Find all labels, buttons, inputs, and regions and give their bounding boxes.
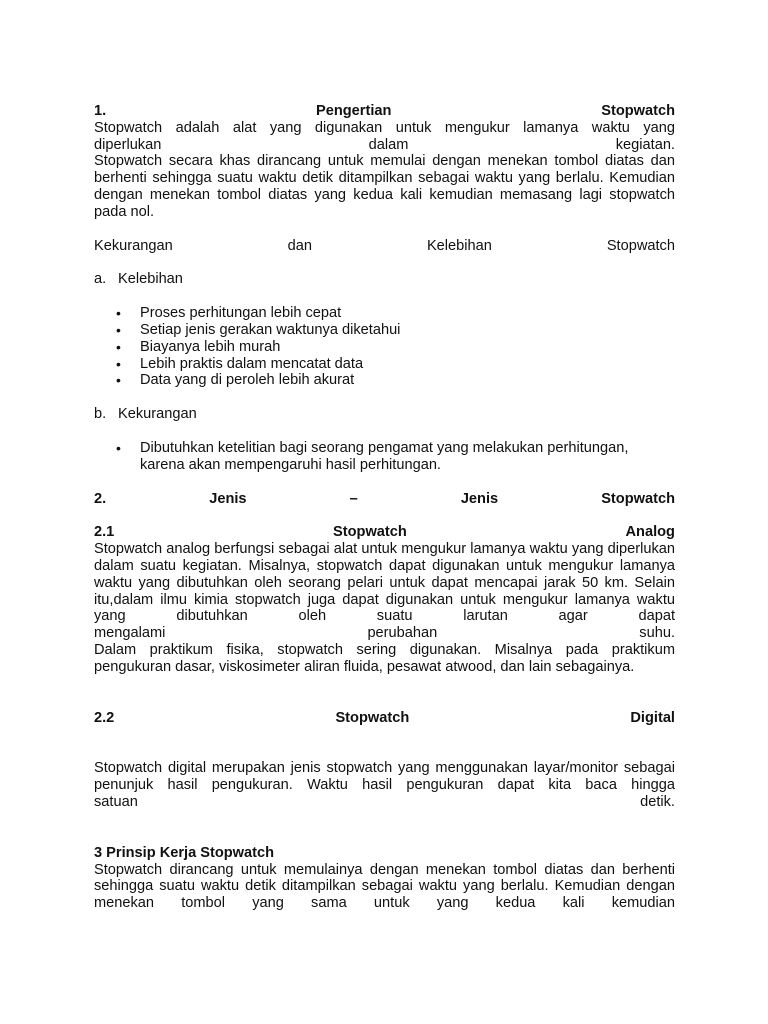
- document-page: [94, 103, 675, 912]
- kekurangan-label: [94, 406, 675, 423]
- heading-word: Digital: [630, 709, 675, 726]
- section-2-1-heading: [94, 524, 675, 541]
- section-2-1-paragraph-1: Stopwatch analog berfungsi sebagai alat untuk mengukur lamanya waktu yang diperlukan dalam suatu kegiatan. Misalnya, stopwatch dapat digunakan untuk mengukur lamanya waktu yang dibutuhkan oleh seorang pelari untuk dapat mencapai jarak 50 km. Selain itu,dalam ilmu kimia stopwatch juga dapat digunakan untuk mengukur lamanya waktu yang dibutuhkan oleh suatu larutan agar dapat: [94, 541, 675, 625]
- list-marker: a.: [94, 271, 107, 288]
- kekurangan-list: [94, 440, 675, 474]
- list-item: • Data yang di peroleh lebih akurat: [140, 372, 675, 389]
- heading-number: 2.2: [94, 709, 115, 726]
- section-1-paragraph-2: Stopwatch secara khas dirancang untuk memulai dengan menekan tombol diatas dan berhenti sehingga suatu waktu detik ditampilkan sebagai waktu yang berlalu. Kemudian dengan menekan tombol diatas yang kedua kali kemudian memasang lagi stopwatch pada nol.: [94, 153, 675, 220]
- heading-number: 2.1: [94, 524, 115, 541]
- heading-word: Stopwatch: [333, 524, 407, 541]
- heading-word: Jenis: [209, 490, 247, 507]
- section-1-paragraph-line: Stopwatch adalah alat yang digunakan untuk mengukur lamanya waktu yang: [94, 119, 675, 136]
- section-2-2-paragraph-last-line: satuan detik.: [94, 793, 675, 810]
- heading-word: Stopwatch: [601, 490, 675, 507]
- heading-word: Stopwatch: [601, 103, 675, 119]
- heading-word: Pengertian: [315, 103, 392, 119]
- heading-word: Kekurangan: [94, 237, 173, 254]
- section-3-paragraph: Stopwatch dirancang untuk memulainya dengan menekan tombol diatas dan berhenti sehingga suatu waktu detik ditampilkan sebagai waktu yang berlalu. Kemudian dengan menekan tombol yang sama untuk yang kedua kali kemudian: [94, 861, 675, 912]
- list-marker: b.: [94, 406, 107, 423]
- list-item: • Proses perhitungan lebih cepat: [140, 305, 675, 322]
- heading-word: Kelebihan: [426, 237, 492, 254]
- list-label: Kekurangan: [118, 406, 197, 423]
- heading-word: Analog: [625, 524, 675, 541]
- section-2-1-paragraph-1-last-line: mengalami perubahan suhu.: [94, 625, 675, 642]
- section-2-2-paragraph: Stopwatch digital merupakan jenis stopwatch yang menggunakan layar/monitor sebagai penunjuk hasil pengukuran. Waktu hasil pengukuran dapat kita baca hingga: [94, 760, 675, 794]
- heading-word: Jenis: [460, 490, 499, 507]
- section-2-1-paragraph-2: Dalam praktikum fisika, stopwatch sering digunakan. Misalnya pada praktikum pengukuran dasar, viskosimeter aliran fluida, pesawat atwood, dan lain sebagainya.: [94, 641, 675, 675]
- list-item: • Biayanya lebih murah: [140, 339, 675, 356]
- section-2-heading: [94, 491, 675, 508]
- section-1-paragraph-line: diperlukan dalam kegiatan.: [94, 136, 675, 153]
- heading-word: Stopwatch: [606, 237, 675, 254]
- heading-word: dan: [287, 237, 313, 254]
- heading-number: 1.: [94, 103, 107, 119]
- section-1-heading: [94, 103, 675, 120]
- section-3-heading: 3 Prinsip Kerja Stopwatch: [94, 844, 275, 861]
- list-label: Kelebihan: [118, 271, 183, 288]
- list-item: • Lebih praktis dalam mencatat data: [140, 356, 675, 373]
- kelebihan-label: [94, 271, 675, 288]
- heading-number: 2.: [94, 490, 107, 507]
- heading-word: –: [349, 490, 358, 507]
- pros-cons-heading: [94, 238, 675, 255]
- kelebihan-list: [94, 305, 675, 389]
- list-item: • Dibutuhkan ketelitian bagi seorang pengamat yang melakukan perhitungan, karena akan mempengaruhi hasil perhitungan.: [140, 440, 675, 474]
- section-2-2-heading: [94, 710, 675, 727]
- list-item: • Setiap jenis gerakan waktunya diketahui: [140, 322, 675, 339]
- heading-word: Stopwatch: [335, 709, 410, 726]
